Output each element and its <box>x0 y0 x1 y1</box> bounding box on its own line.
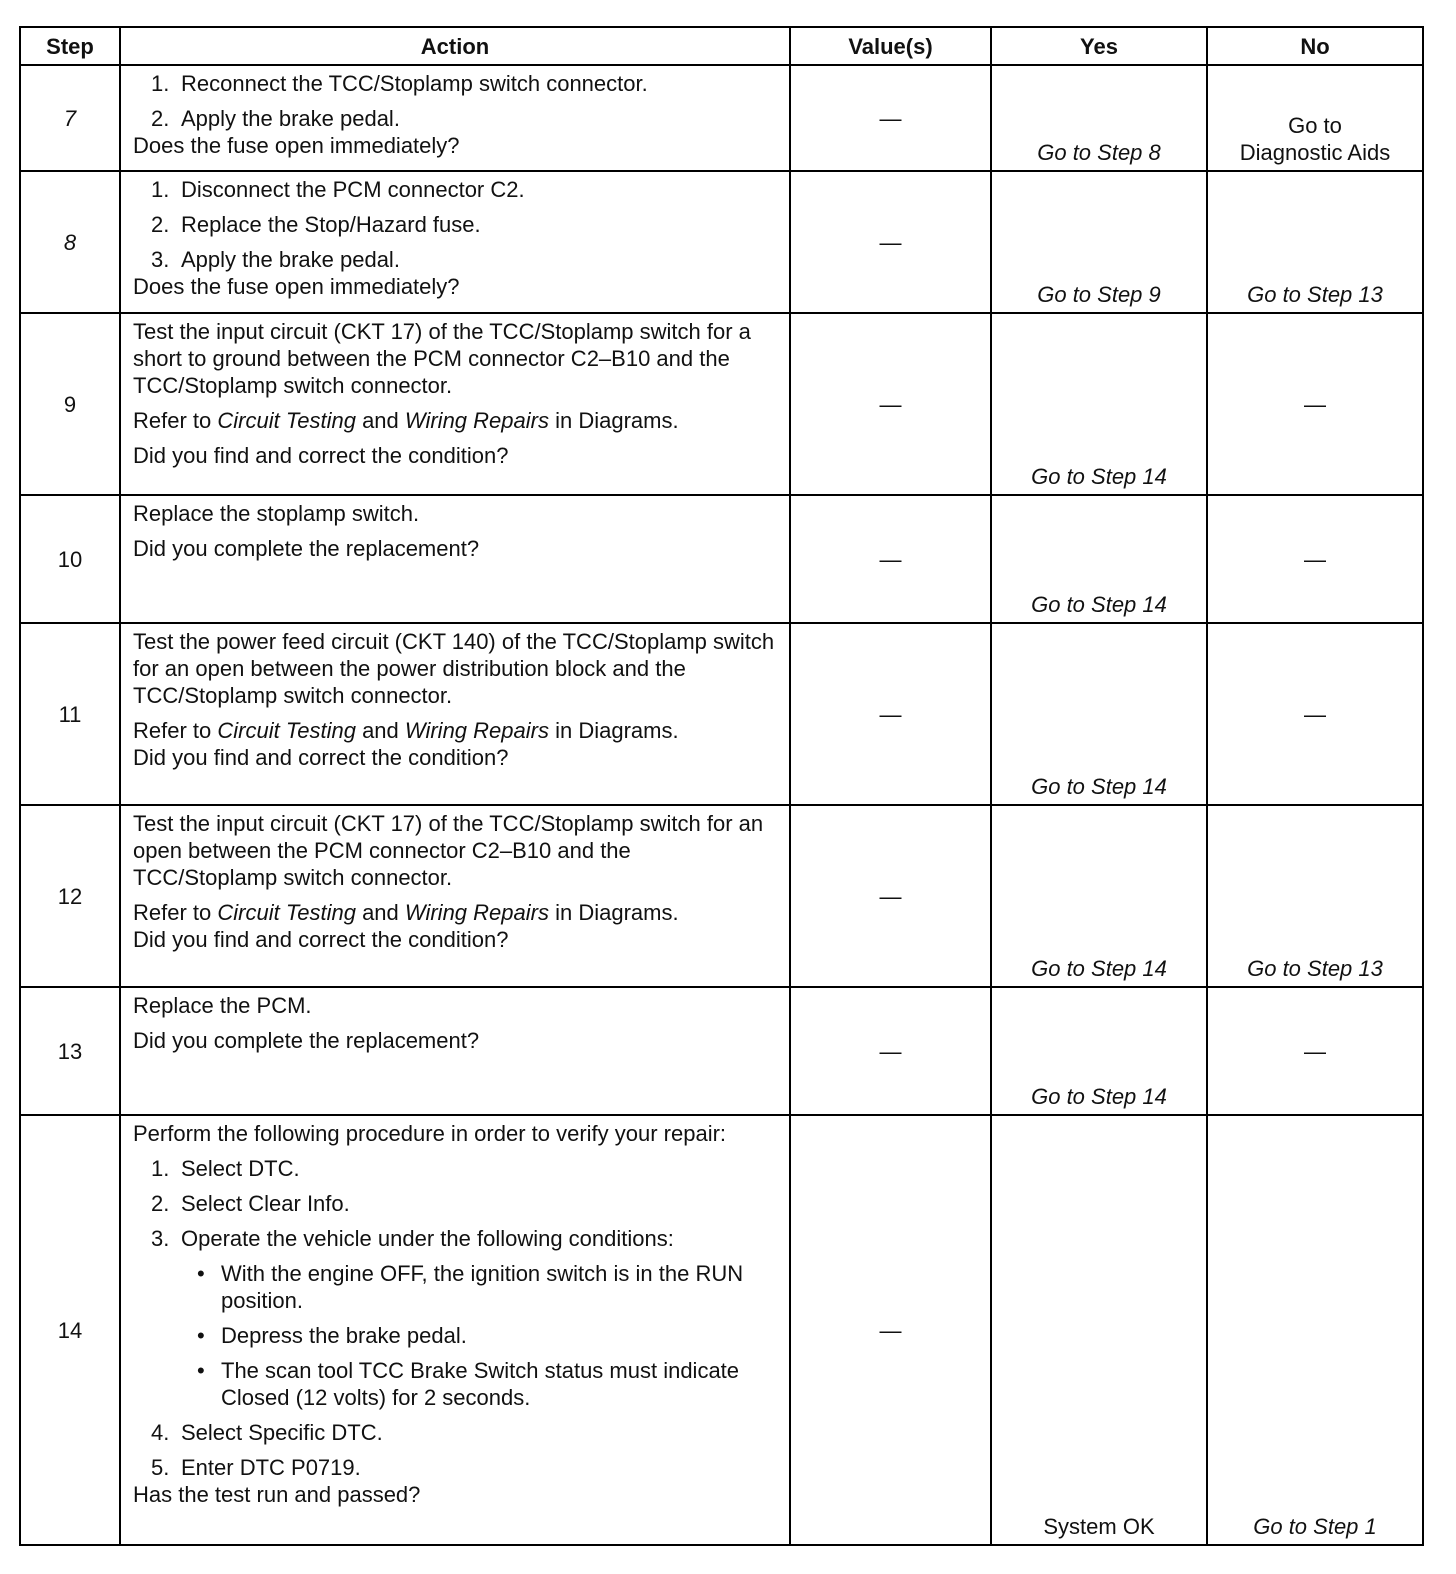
action-question: Does the fuse open immediately? <box>133 274 460 299</box>
bullet-item: The scan tool TCC Brake Switch status must indicate Closed (12 volts) for 2 seconds. <box>221 1358 740 1410</box>
value-cell: — <box>790 805 991 987</box>
value-cell: — <box>790 313 991 495</box>
action-cell <box>120 623 790 805</box>
value-cell: — <box>790 495 991 623</box>
action-text: Perform the following procedure in order to verify your repair: <box>133 1121 727 1146</box>
action-question: Did you find and correct the condition? <box>133 927 509 952</box>
action-question: Did you find and correct the condition? <box>133 745 509 770</box>
action-cell <box>120 313 790 495</box>
no-cell: — <box>1207 987 1423 1115</box>
value-cell: — <box>790 65 991 171</box>
no-cell: Go to Step 13 <box>1207 171 1423 313</box>
no-cell <box>1207 65 1423 171</box>
action-item: Disconnect the PCM connector C2. <box>181 177 525 202</box>
no-line: Diagnostic Aids <box>1239 140 1391 165</box>
table-row <box>20 313 1423 495</box>
action-item: Operate the vehicle under the following conditions: <box>181 1226 674 1251</box>
header-step: Step <box>20 27 120 65</box>
header-values: Value(s) <box>790 27 991 65</box>
no-cell: — <box>1207 623 1423 805</box>
table-row <box>20 805 1423 987</box>
action-text: Replace the PCM. <box>133 993 312 1018</box>
action-question: Does the fuse open immediately? <box>133 133 460 158</box>
header-no: No <box>1207 27 1423 65</box>
step-number: 9 <box>20 313 120 495</box>
table-row <box>20 171 1423 313</box>
value-cell: — <box>790 623 991 805</box>
action-item: Reconnect the TCC/Stoplamp switch connector. <box>181 71 648 96</box>
bullet-item: With the engine OFF, the ignition switch is in the RUN position. <box>221 1261 744 1313</box>
yes-cell: Go to Step 14 <box>991 495 1207 623</box>
diagnostic-table <box>19 26 1424 1546</box>
value-cell: — <box>790 1115 991 1545</box>
action-cell: 1. Reconnect the TCC/Stoplamp switch connector. 2. Apply the brake pedal. Does the fuse open immediately? <box>120 65 790 171</box>
bullet-item: Depress the brake pedal. <box>221 1323 467 1348</box>
action-cell <box>120 495 790 623</box>
action-cell: 1. Disconnect the PCM connector C2. 2. Replace the Stop/Hazard fuse. 3. Apply the brake pedal. Does the fuse open immediately? <box>120 171 790 313</box>
yes-cell: Go to Step 14 <box>991 623 1207 805</box>
action-question: Did you complete the replacement? <box>133 1028 480 1053</box>
action-text: Test the power feed circuit (CKT 140) of the TCC/Stoplamp switch for an open between the power distribution block and the TCC/Stoplamp switch connector. <box>133 629 775 708</box>
yes-cell: Go to Step 8 <box>991 65 1207 171</box>
header-row <box>20 27 1423 65</box>
no-line: Go to <box>1288 113 1342 138</box>
step-number: 11 <box>20 623 120 805</box>
no-cell: Go to Step 13 <box>1207 805 1423 987</box>
reference-text: Refer to Circuit Testing and Wiring Repairs in Diagrams. <box>133 408 679 433</box>
action-item: Apply the brake pedal. <box>181 247 400 272</box>
reference-text: Refer to Circuit Testing and Wiring Repairs in Diagrams. <box>133 900 679 925</box>
yes-cell: Go to Step 14 <box>991 313 1207 495</box>
yes-cell: Go to Step 9 <box>991 171 1207 313</box>
action-text: Test the input circuit (CKT 17) of the TCC/Stoplamp switch for a short to ground between the PCM connector C2–B10 and the TCC/Stoplamp switch connector. <box>133 319 751 398</box>
action-cell: Perform the following procedure in order to verify your repair: 1. Select DTC. 2. Select Clear Info. 3. Operate the vehicle under the following conditions: • With the engine OFF, the ignition switch is in the RUN position. • Depress the brake pedal. • The scan tool TCC Brake Switch status must indicate Closed (12 volts) for 2 seconds. 4. Select Specific DTC. 5. Enter DTC P0719. Has the test run and passed? <box>120 1115 790 1545</box>
step-number: 14 <box>20 1115 120 1545</box>
action-item: Select Specific DTC. <box>181 1420 383 1445</box>
table-row <box>20 987 1423 1115</box>
action-item: Replace the Stop/Hazard fuse. <box>181 212 481 237</box>
action-question: Has the test run and passed? <box>133 1482 421 1507</box>
reference-text: Refer to Circuit Testing and Wiring Repairs in Diagrams. <box>133 718 679 743</box>
header-action: Action <box>120 27 790 65</box>
yes-cell: System OK <box>991 1115 1207 1545</box>
action-item: Apply the brake pedal. <box>181 106 400 131</box>
step-number: 12 <box>20 805 120 987</box>
action-cell <box>120 987 790 1115</box>
step-number: 7 <box>20 65 120 171</box>
yes-cell: Go to Step 14 <box>991 987 1207 1115</box>
table-row <box>20 65 1423 171</box>
table-row <box>20 1115 1423 1545</box>
table-row <box>20 495 1423 623</box>
action-item: Enter DTC P0719. <box>181 1455 361 1480</box>
no-cell: Go to Step 1 <box>1207 1115 1423 1545</box>
action-question: Did you complete the replacement? <box>133 536 480 561</box>
action-text: Test the input circuit (CKT 17) of the TCC/Stoplamp switch for an open between the PCM connector C2–B10 and the TCC/Stoplamp switch connector. <box>133 811 764 890</box>
header-yes: Yes <box>991 27 1207 65</box>
no-cell: — <box>1207 495 1423 623</box>
step-number: 13 <box>20 987 120 1115</box>
step-number: 10 <box>20 495 120 623</box>
action-cell <box>120 805 790 987</box>
action-question: Did you find and correct the condition? <box>133 443 509 468</box>
no-cell: — <box>1207 313 1423 495</box>
step-number: 8 <box>20 171 120 313</box>
action-item: Select Clear Info. <box>181 1191 350 1216</box>
value-cell: — <box>790 171 991 313</box>
action-item: Select DTC. <box>181 1156 300 1181</box>
yes-cell: Go to Step 14 <box>991 805 1207 987</box>
table-row <box>20 623 1423 805</box>
value-cell: — <box>790 987 991 1115</box>
action-text: Replace the stoplamp switch. <box>133 501 420 526</box>
